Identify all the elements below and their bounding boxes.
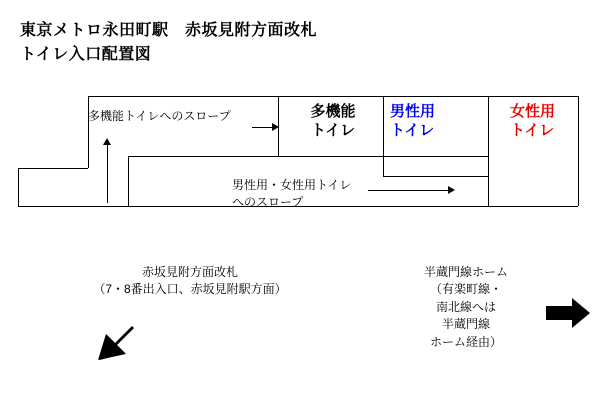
caption-left-sub: （7・8番出入口、赤坂見附駅方面）	[93, 282, 287, 297]
room-label-womens	[510, 103, 590, 141]
caption-right-line1: 半蔵門線ホーム	[423, 265, 508, 279]
route-arrow-up-head	[103, 138, 111, 145]
wall-top	[88, 96, 578, 97]
annotation-slope-mens-womens-line1: 男性用・女性用トイレ	[232, 178, 352, 192]
room-label-mens-line1: 男性用	[390, 103, 436, 120]
route-arrow-up-shaft	[107, 145, 108, 203]
slope-mens-womens-arrow-shaft	[368, 190, 450, 191]
caption-right-platform	[396, 264, 536, 351]
annotation-slope-mens-womens-line2: へのスロープ	[232, 195, 304, 209]
wall-concourse-top	[18, 168, 88, 169]
caption-left-gate	[60, 264, 320, 299]
arrow-southwest-icon	[92, 320, 138, 366]
wall-corridor-step	[383, 156, 384, 176]
room-label-multipurpose-line2: トイレ	[310, 121, 356, 139]
annotation-slope-multipurpose: 多機能トイレへのスロープ	[88, 109, 231, 123]
wall-multipurpose-left	[88, 96, 89, 168]
wall-mens-left	[383, 96, 384, 156]
room-label-womens-line1: 女性用	[510, 103, 556, 120]
wall-corridor-left	[128, 156, 129, 206]
caption-right-line3: 南北線へは	[435, 299, 496, 314]
room-label-multipurpose-line1: 多機能	[310, 103, 356, 120]
caption-right-line4: 半蔵門線	[441, 317, 490, 332]
room-label-mens-line2: トイレ	[390, 121, 435, 139]
caption-right-line5: ホーム経由）	[429, 334, 502, 349]
room-label-multipurpose	[284, 103, 382, 141]
wall-left-outer	[18, 168, 19, 207]
arrow-right-icon	[546, 296, 592, 330]
slope-multipurpose-arrow-head	[272, 123, 279, 131]
wall-corridor-ceiling-right	[383, 176, 488, 177]
wall-corridor-ceiling	[128, 156, 384, 157]
caption-right-line2: （有楽町線・	[429, 282, 502, 297]
room-label-mens	[390, 103, 488, 141]
wall-mens-bottom	[383, 156, 488, 157]
slope-mens-womens-arrow-head	[448, 186, 455, 194]
caption-left-main: 赤坂見附方面改札	[141, 265, 238, 279]
wall-womens-left	[488, 96, 489, 206]
slope-multipurpose-arrow-shaft	[252, 127, 274, 128]
page-title-line-1: 東京メトロ永田町駅 赤坂見附方面改札	[20, 22, 318, 39]
page-title-line-2: トイレ入口配置図	[20, 46, 152, 63]
room-label-womens-line2: トイレ	[510, 121, 555, 139]
